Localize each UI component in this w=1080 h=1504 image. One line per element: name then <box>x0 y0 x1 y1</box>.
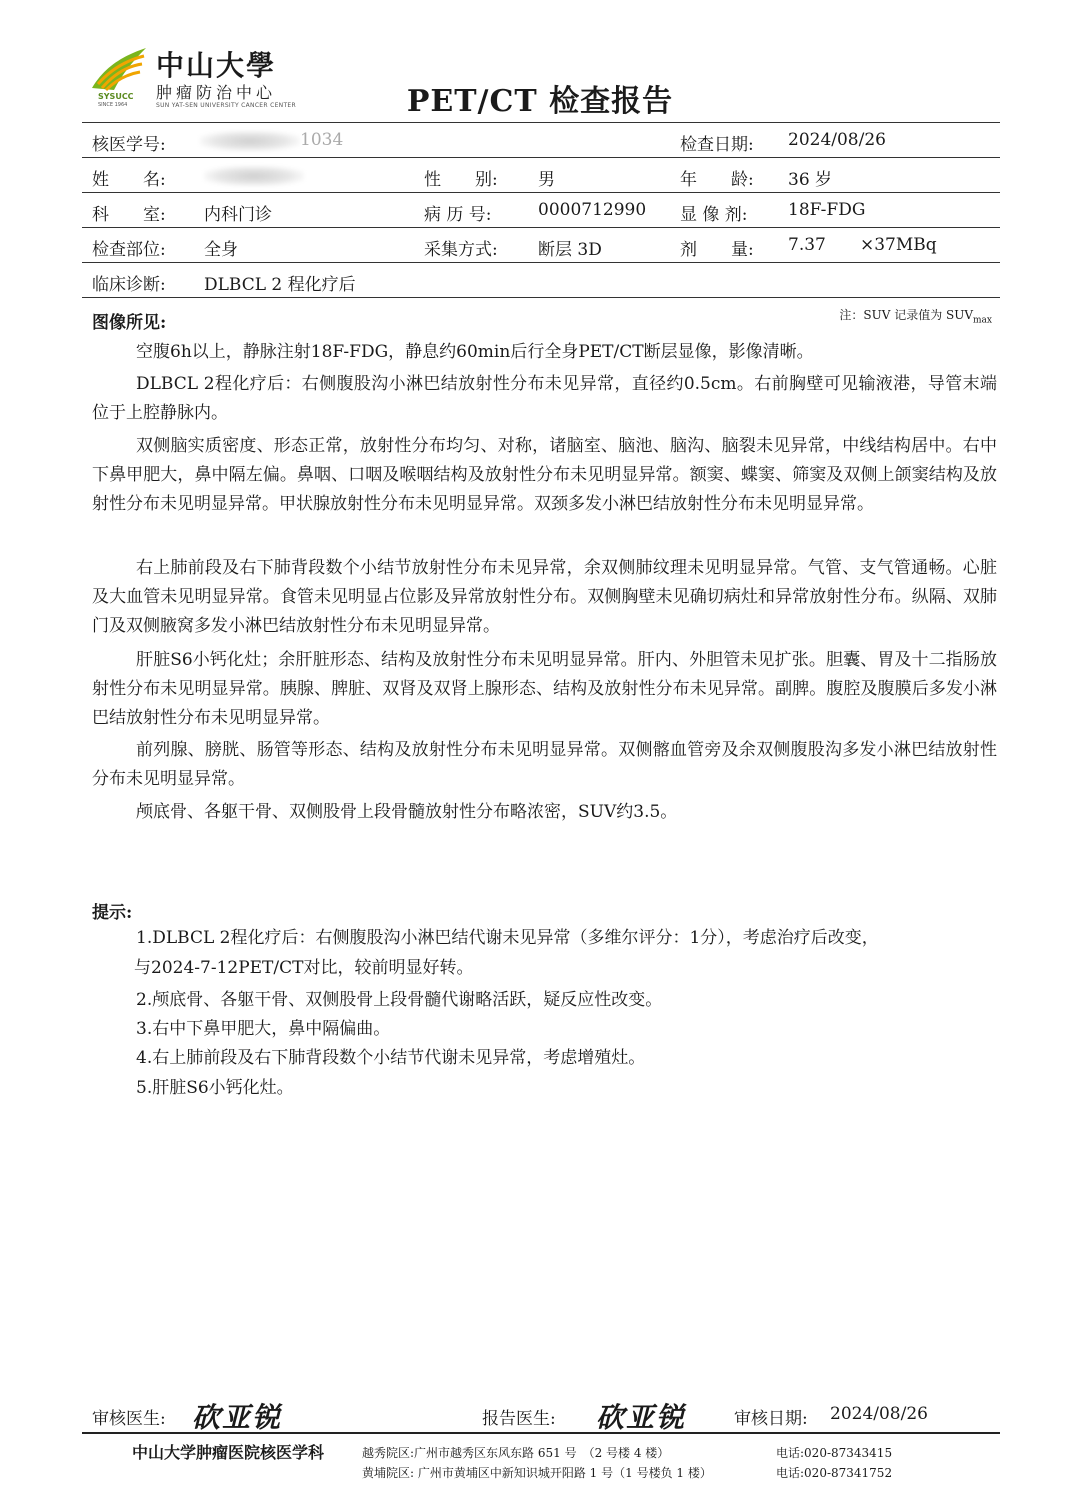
name-value <box>204 165 304 186</box>
header-row-5 <box>82 262 1000 296</box>
diag-label: 临床诊断: <box>92 275 166 295</box>
logo-since: SINCE 1964 <box>98 102 128 108</box>
diag-value: DLBCL 2 程化疗后 <box>204 275 356 295</box>
footer-divider <box>82 1432 1000 1434</box>
dose-unit: ×37MBq <box>860 235 937 255</box>
finding-paragraph: 颅底骨、各躯干骨、双侧股骨上段骨髓放射性分布略浓密，SUV约3.5。 <box>136 802 678 822</box>
tip-item: 4.右上肺前段及右下肺背段数个小结节代谢未见异常，考虑增殖灶。 <box>136 1048 646 1068</box>
exam-date-value: 2024/08/26 <box>788 130 886 150</box>
logo-abbr: SYSUCC <box>98 92 134 101</box>
divider <box>82 297 1000 298</box>
suv-note <box>839 306 992 325</box>
age-value: 36 岁 <box>788 170 833 190</box>
phone-huangpu: 电话:020-87341752 <box>776 1466 893 1480</box>
tip-item: 5.肝脏S6小钙化灶。 <box>136 1078 294 1098</box>
reviewer-label: 审核医生: <box>92 1409 166 1429</box>
tips-heading: 提示: <box>92 903 133 923</box>
phone-yuexiu: 电话:020-87343415 <box>776 1446 893 1460</box>
department-name: 中山大学肿瘤医院核医学科 <box>132 1443 325 1462</box>
header-row-3 <box>82 192 1000 226</box>
exam-date-label: 检查日期: <box>680 135 754 155</box>
findings-heading: 图像所见: <box>92 313 167 333</box>
logo-center: 肿瘤防治中心 <box>156 83 277 102</box>
site-value: 全身 <box>204 240 238 260</box>
gender-label: 性 别: <box>424 170 498 190</box>
suv-note-sub: max <box>973 315 992 326</box>
finding-paragraph: 空腹6h以上，静脉注射18F-FDG，静息约60min后行全身PET/CT断层显像，影像清晰。 <box>136 342 814 362</box>
agent-label: 显 像 剂: <box>680 205 748 225</box>
dose-value: 7.37 <box>788 235 826 255</box>
nuclear-no-value <box>200 130 343 151</box>
header-row-2 <box>82 157 1000 191</box>
reviewer-signature: 砍亚锐 <box>192 1401 283 1434</box>
tip-item: 3.右中下鼻甲肥大，鼻中隔偏曲。 <box>136 1019 391 1039</box>
finding-paragraph: DLBCL 2程化疗后：右侧腹股沟小淋巴结放射性分布未见异常，直径约0.5cm。右前胸壁可见输液港，导管末端位于上腔静脉内。 <box>92 374 997 423</box>
finding-paragraph: 右上肺前段及右下肺背段数个小结节放射性分布未见异常，余双侧肺纹理未见明显异常。气管、支气管通畅。心脏及大血管未见明显异常。食管未见明显占位影及异常放射性分布。双侧胸壁未见确切病灶和异常放射性分布。纵隔、双肺门及双侧腋窝多发小淋巴结放射性分布未见明显异常。 <box>92 558 997 636</box>
header-row-4 <box>82 227 1000 261</box>
logo-university: 中山大學 <box>156 49 277 82</box>
record-value: 0000712990 <box>538 200 647 220</box>
logo-english: SUN YAT-SEN UNIVERSITY CANCER CENTER <box>156 102 296 109</box>
dept-label: 科 室: <box>92 205 166 225</box>
suv-note-text: 注：SUV 记录值为 SUV <box>839 308 974 322</box>
nuclear-no-text: 1034 <box>300 130 344 150</box>
finding-paragraph: 双侧脑实质密度、形态正常，放射性分布均匀、对称，诸脑室、脑池、脑沟、脑裂未见异常，中线结构居中。右中下鼻甲肥大，鼻中隔左偏。鼻咽、口咽及喉咽结构及放射性分布未见明显异常。额窦、蝶窦、筛窦及双侧上颌窦结构及放射性分布未见明显异常。甲状腺放射性分布未见明显异常。双颈多发小淋巴结放射性分布未见明显异常。 <box>92 436 997 514</box>
address-huangpu: 黄埔院区: 广州市黄埔区中新知识城开阳路 1 号（1 号楼负 1 楼） <box>362 1466 712 1480</box>
report-title: PET/CT 检查报告 <box>406 84 674 119</box>
header-row-1 <box>82 122 1000 156</box>
redaction-blur <box>204 166 304 186</box>
record-label: 病 历 号: <box>424 205 492 225</box>
gender-value: 男 <box>538 170 555 190</box>
age-label: 年 龄: <box>680 170 754 190</box>
review-date-label: 审核日期: <box>734 1409 808 1429</box>
redaction-blur <box>200 131 300 151</box>
dept-value: 内科门诊 <box>204 205 272 225</box>
tip-item: 2.颅底骨、各躯干骨、双侧股骨上段骨髓代谢略活跃，疑反应性改变。 <box>136 990 663 1010</box>
dose-label: 剂 量: <box>680 240 754 260</box>
address-yuexiu: 越秀院区:广州市越秀区东风东路 651 号 （2 号楼 4 楼） <box>362 1446 670 1460</box>
tip-item: 1.DLBCL 2程化疗后：右侧腹股沟小淋巴结代谢未见异常（多维尔评分：1分），考虑治疗后改变， <box>136 928 879 948</box>
tip-item-cont: 与2024-7-12PET/CT对比，较前明显好转。 <box>134 958 474 978</box>
mode-label: 采集方式: <box>424 240 498 260</box>
review-date-value: 2024/08/26 <box>830 1404 928 1424</box>
reporter-label: 报告医生: <box>482 1409 556 1429</box>
mode-value: 断层 3D <box>538 240 602 260</box>
name-label: 姓 名: <box>92 170 166 190</box>
agent-value: 18F-FDG <box>788 200 866 220</box>
reporter-signature: 砍亚锐 <box>596 1401 687 1434</box>
finding-paragraph: 前列腺、膀胱、肠管等形态、结构及放射性分布未见明显异常。双侧髂血管旁及余双侧腹股沟多发小淋巴结放射性分布未见明显异常。 <box>92 740 997 789</box>
nuclear-no-label: 核医学号: <box>92 135 166 155</box>
finding-paragraph: 肝脏S6小钙化灶；余肝脏形态、结构及放射性分布未见明显异常。肝内、外胆管未见扩张。胆囊、胃及十二指肠放射性分布未见明显异常。胰腺、脾脏、双肾及双肾上腺形态、结构及放射性分布未见异常。副脾。腹腔及腹膜后多发小淋巴结放射性分布未见明显异常。 <box>92 650 997 728</box>
site-label: 检查部位: <box>92 240 166 260</box>
